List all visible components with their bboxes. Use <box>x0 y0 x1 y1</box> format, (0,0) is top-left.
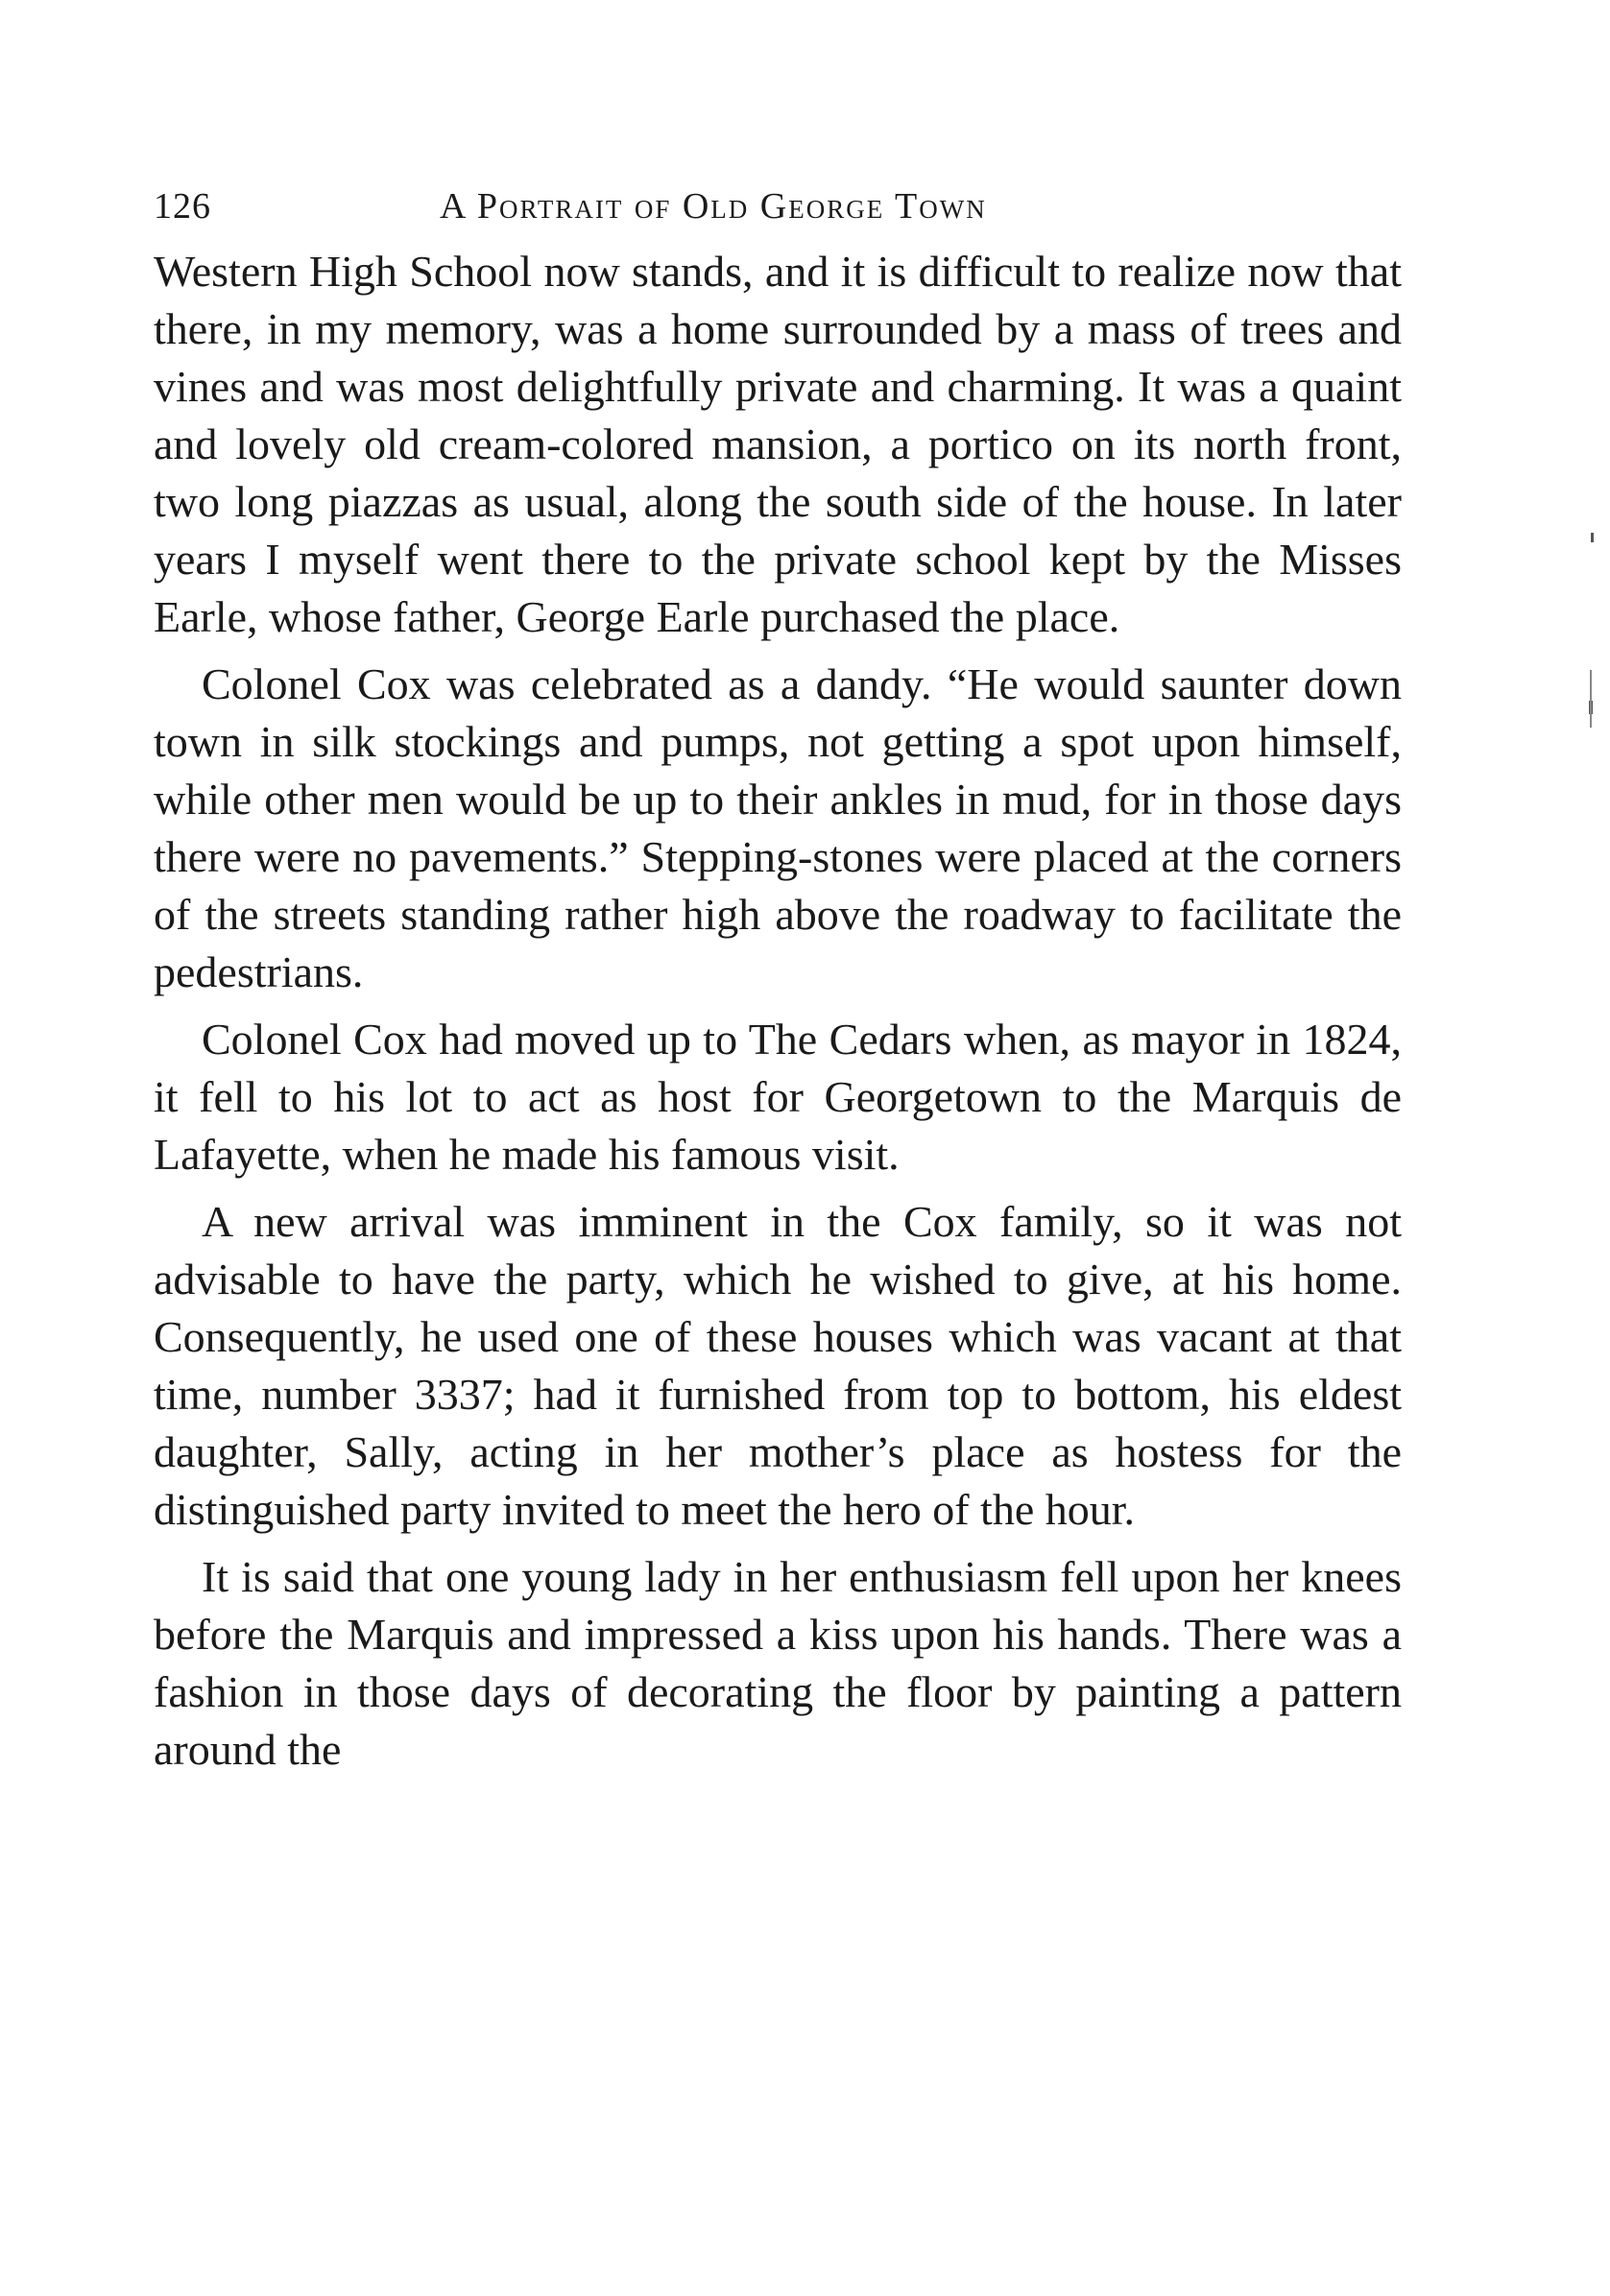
paragraph-5: It is said that one young lady in her enthusiasm fell upon her knees before the Marquis and impressed a kiss upon his hands. There was a fashion in those days of decorating the floor by painting a pattern around the <box>154 1552 1402 1774</box>
book-page <box>154 178 1402 1788</box>
body-text <box>154 243 1402 1779</box>
paragraph-1: Western High School now stands, and it is difficult to realize now that there, in my memory, was a home surrounded by a mass of trees and vines and was most delightfully private and charming. It was a quaint and lovely old cream-colored mansion, a portico on its north front, two long piazzas as usual, along the south side of the house. In later years I myself went there to the private school kept by the Misses Earle, whose father, George Earle purchased the place. <box>154 247 1402 641</box>
paragraph-4: A new arrival was imminent in the Cox family, so it was not advisable to have the party, which he wished to give, at his home. Consequently, he used one of these houses which was vacant at that time, number 3337; had it furnished from top to bottom, his eldest daughter, Sally, acting in her mother’s place as hostess for the distinguished party invited to meet the hero of the hour. <box>154 1197 1402 1534</box>
paragraph-3: Colonel Cox had moved up to The Cedars when, as mayor in 1824, it fell to his lot to act as host for Georgetown to the Marquis de Lafayette, when he made his famous visit. <box>154 1015 1402 1179</box>
running-head <box>154 178 1402 235</box>
running-title: A Portrait of Old George Town <box>440 186 987 227</box>
page-number: 126 <box>154 186 211 227</box>
scan-mark <box>1590 670 1592 728</box>
paragraph-2: Colonel Cox was celebrated as a dandy. “He would saunter down town in silk stockings and pumps, not getting a spot upon himself, while other men would be up to their ankles in mud, for in those days there were no pavements.” Stepping-stones were placed at the corners of the streets standing rather high above the roadway to facilitate the pedestrians. <box>154 659 1402 996</box>
scan-mark <box>1591 533 1594 542</box>
